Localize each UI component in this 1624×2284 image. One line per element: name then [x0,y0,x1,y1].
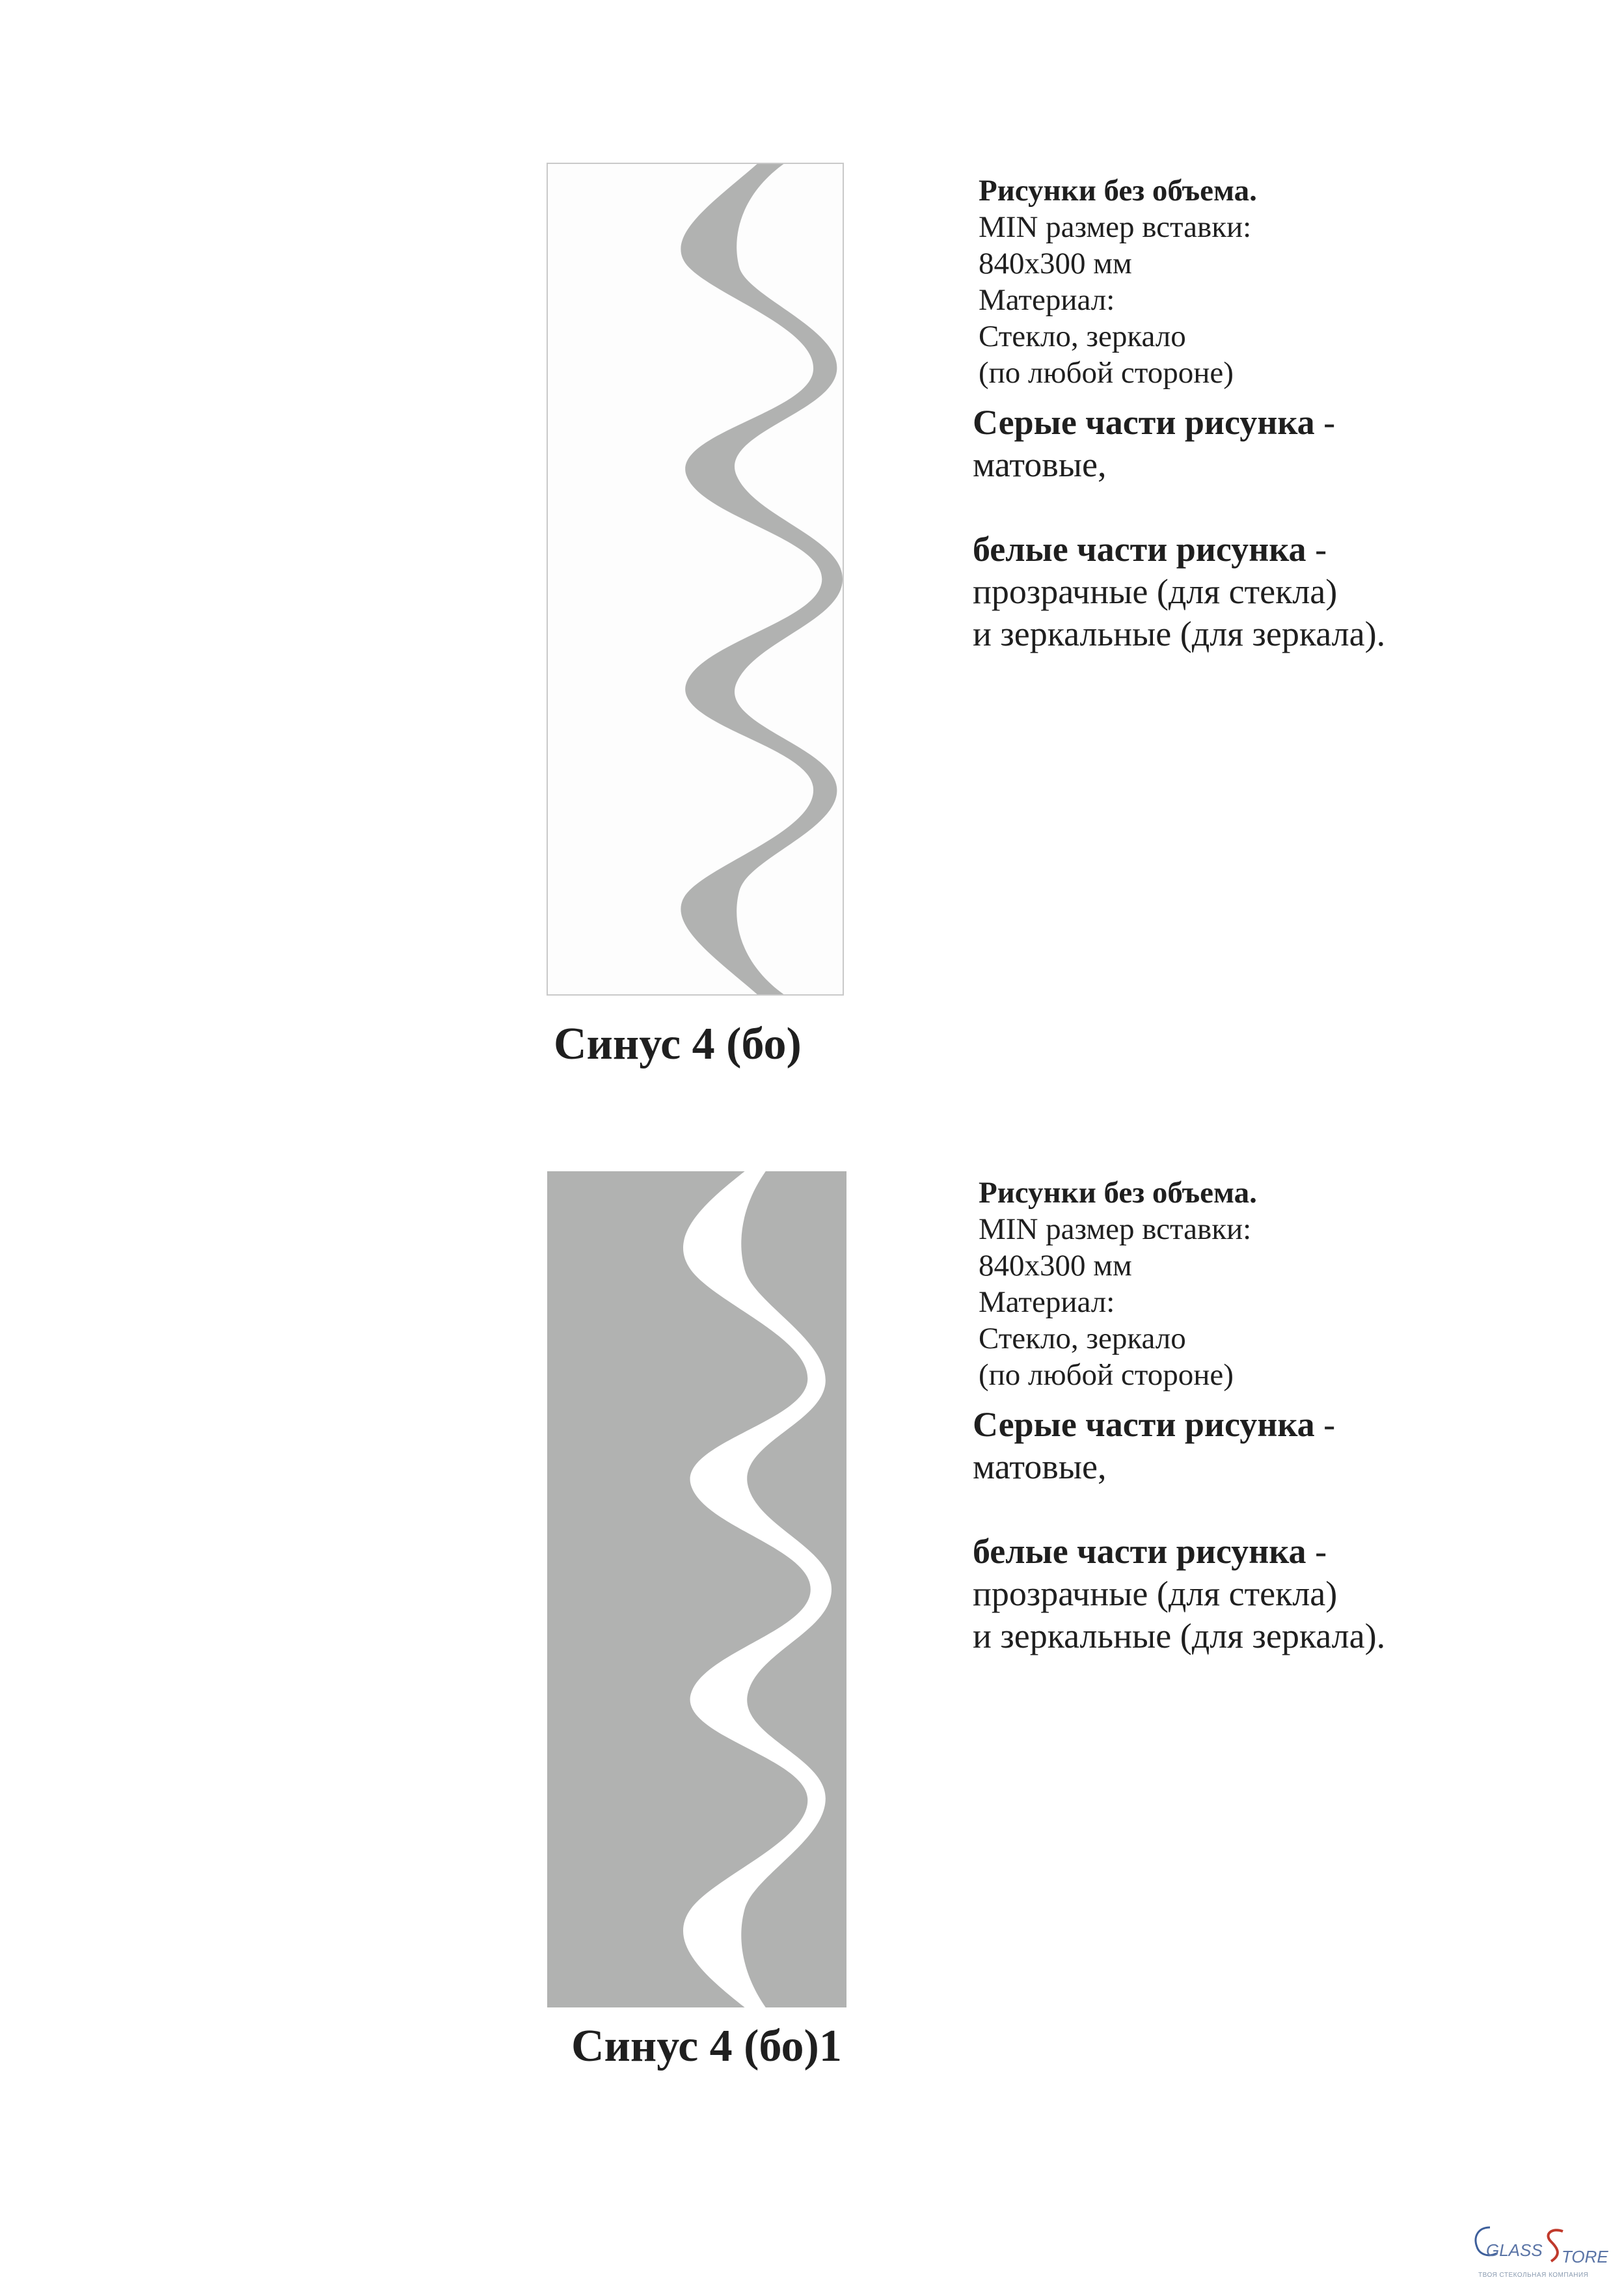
spec-min-size-label: MIN размер вставки: [979,210,1252,244]
spec-list [979,172,1558,391]
spec-material-value: Стекло, зеркало [979,319,1186,353]
color-legend [973,1404,1558,1657]
spec-heading: Рисунки без объема. [979,1176,1257,1210]
design-preview-sinus-4-bo-1 [547,1171,846,2007]
gray-parts-dash: - [1314,1405,1336,1444]
logo-brand-second: TORE [1562,2247,1608,2266]
white-parts-title [973,1530,1558,1573]
logo-mark [1470,2222,1624,2274]
gray-parts-label: Серые части рисунка [973,403,1315,442]
white-parts-title [973,528,1558,571]
spec-side-note: (по любой стороне) [979,1358,1234,1392]
design-caption: Синус 4 (бо) [554,1019,802,1069]
glassstore-logo [1470,2222,1624,2284]
spec-min-size-label: MIN размер вставки: [979,1212,1252,1246]
spec-side-note: (по любой стороне) [979,356,1234,390]
sine-wave-clear-band [547,1171,846,2007]
gray-parts-description: матовые, [973,445,1107,484]
spec-min-size-value: 840х300 мм [979,247,1132,280]
logo-brand-first: GLASS [1486,2240,1543,2260]
white-parts-description-mirror: и зеркальные (для зеркала). [973,1616,1386,1655]
design-info-block [973,172,1558,655]
design-caption: Синус 4 (бо)1 [571,2021,842,2071]
white-parts-description-mirror: и зеркальные (для зеркала). [973,614,1386,653]
spec-list [979,1175,1558,1393]
gray-parts-title [973,1404,1558,1446]
gray-parts-label: Серые части рисунка [973,1405,1315,1444]
spec-heading: Рисунки без объема. [979,174,1257,208]
design-info-block [973,1175,1558,1657]
white-parts-label: белые части рисунка [973,530,1306,569]
spec-min-size-value: 840х300 мм [979,1249,1132,1283]
gray-parts-description: матовые, [973,1447,1107,1486]
spec-material-label: Материал: [979,1285,1115,1319]
color-legend [973,401,1558,655]
spec-material-label: Материал: [979,283,1115,317]
white-parts-dash: - [1306,1532,1327,1571]
white-parts-dash: - [1306,530,1327,569]
white-parts-description-glass: прозрачные (для стекла) [973,1574,1338,1613]
white-parts-label: белые части рисунка [973,1532,1306,1571]
spec-material-value: Стекло, зеркало [979,1322,1186,1355]
design-preview-sinus-4-bo [547,163,844,996]
white-parts-description-glass: прозрачные (для стекла) [973,572,1338,611]
logo-tagline: ТВОЯ СТЕКОЛЬНАЯ КОМПАНИЯ [1478,2272,1589,2279]
gray-parts-title [973,401,1558,444]
gray-parts-dash: - [1314,403,1336,442]
sine-wave-matte-band [548,164,843,994]
